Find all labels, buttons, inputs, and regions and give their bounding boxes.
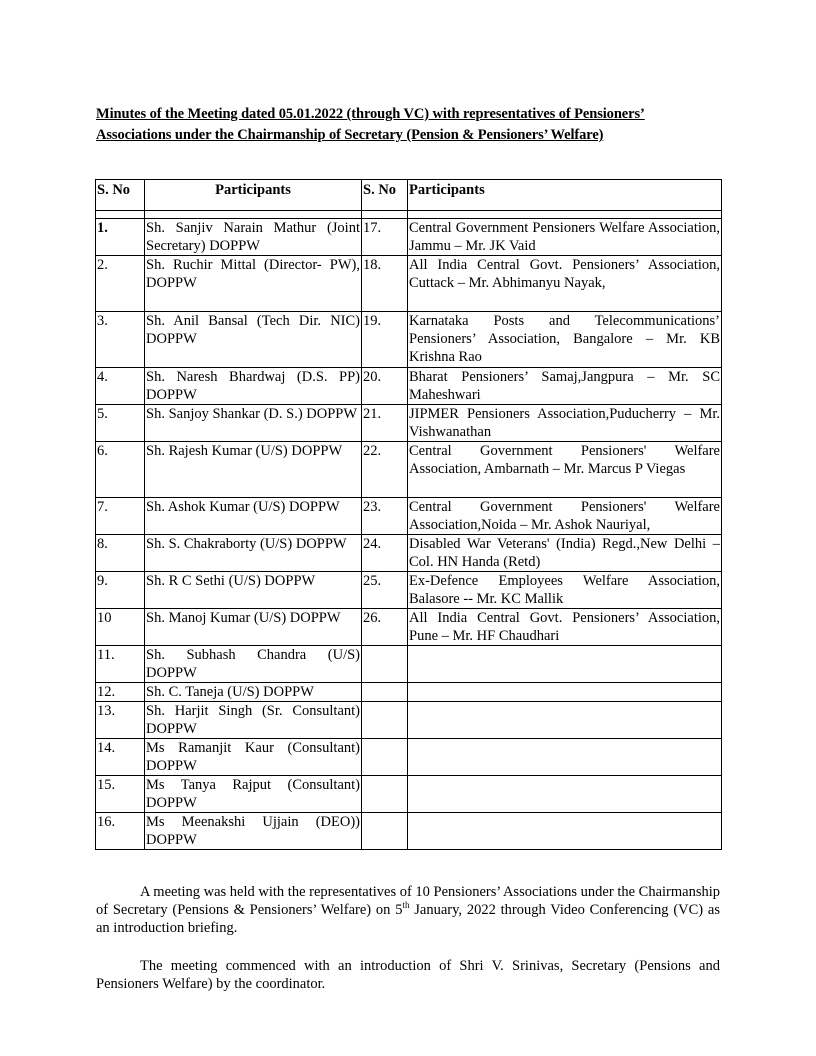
- participant-cell-right: [408, 813, 722, 850]
- participant-cell-left: Sh. S. Chakraborty (U/S) DOPPW: [145, 535, 362, 572]
- sno-cell-left: 11.: [96, 646, 145, 683]
- participant-cell-left: Sh. Subhash Chandra (U/S) DOPPW: [146, 647, 360, 681]
- sno-cell-right: [362, 776, 408, 813]
- table-row: [96, 405, 722, 442]
- table-row: [96, 739, 722, 776]
- participants-table: [95, 179, 722, 850]
- sno-cell-right: 17.: [362, 219, 408, 256]
- table-row: [96, 442, 722, 498]
- sno-cell-right: 25.: [362, 572, 408, 609]
- sno-cell-right: 18.: [362, 256, 408, 312]
- table-row: [96, 813, 722, 850]
- participant-cell-right: [408, 646, 722, 683]
- sno-cell-left: 14.: [96, 739, 145, 776]
- participant-cell-left: Ms Meenakshi Ujjain (DEO)) DOPPW: [146, 814, 360, 848]
- participant-cell-right: All India Central Govt. Pensioners’ Association, Pune – Mr. HF Chaudhari: [409, 610, 720, 644]
- document-title: [96, 104, 720, 146]
- paragraph-1: [96, 883, 720, 937]
- participant-cell-left: Sh. Sanjoy Shankar (D. S.) DOPPW: [145, 405, 362, 442]
- participant-cell-left: Sh. Rajesh Kumar (U/S) DOPPW: [145, 442, 362, 498]
- participant-cell-right: Central Government Pensioners' Welfare Association,Noida – Mr. Ashok Nauriyal,: [409, 499, 720, 533]
- participant-cell-left: Sh. Anil Bansal (Tech Dir. NIC) DOPPW: [145, 312, 362, 368]
- table-row: [96, 256, 722, 312]
- sno-cell-left: 8.: [96, 535, 145, 572]
- table-header-row: [96, 180, 722, 211]
- sno-cell-left: 5.: [96, 405, 145, 442]
- table-row: [96, 572, 722, 609]
- paragraph-1-text-a: A meeting was held with the representatives of 10 Pensioners’ Associations under the Chairmanship of Secretary (Pensions & Pensioners’ Welfare) on 5: [96, 884, 721, 918]
- table-row: [96, 368, 722, 405]
- table-row: [96, 219, 722, 256]
- table-row: [96, 312, 722, 368]
- sno-cell-right: [362, 739, 408, 776]
- sno-cell-left: 1.: [96, 219, 145, 256]
- participant-cell-right: Bharat Pensioners’ Samaj,Jangpura – Mr. SC Maheshwari: [409, 369, 720, 403]
- sno-cell-left: 10: [96, 609, 145, 646]
- sno-cell-right: 19.: [362, 312, 408, 368]
- participant-cell-left: Ms Ramanjit Kaur (Consultant) DOPPW: [146, 740, 360, 774]
- sno-cell-left: 7.: [96, 498, 145, 535]
- participant-cell-right: Karnataka Posts and Telecommunications’ Pensioners’ Association, Bangalore – Mr. KB Krishna Rao: [408, 312, 722, 368]
- participant-cell-left: Sh. Naresh Bhardwaj (D.S. PP) DOPPW: [146, 369, 360, 403]
- spacer-cell: [408, 211, 722, 219]
- sno-cell-right: 26.: [362, 609, 408, 646]
- paragraph-1-sup: th: [402, 900, 410, 911]
- participant-cell-left: Sh. Manoj Kumar (U/S) DOPPW: [145, 609, 362, 646]
- sno-cell-right: [362, 702, 408, 739]
- table-row: [96, 498, 722, 535]
- participant-cell-left: Sh. Ruchir Mittal (Director- PW), DOPPW: [145, 256, 362, 312]
- header-participants-right: Participants: [408, 180, 722, 211]
- sno-cell-left: 16.: [96, 813, 145, 850]
- sno-cell-left: 12.: [96, 683, 145, 702]
- sno-cell-right: [362, 813, 408, 850]
- sno-cell-right: [362, 683, 408, 702]
- sno-cell-left: 2.: [96, 256, 145, 312]
- sno-cell-right: 24.: [362, 535, 408, 572]
- table-row: [96, 683, 722, 702]
- sno-cell-left: 13.: [96, 702, 145, 739]
- title-line-2: Associations under the Chairmanship of Secretary (Pension & Pensioners’ Welfare): [96, 127, 604, 143]
- participant-cell-right: Central Government Pensioners Welfare Association, Jammu – Mr. JK Vaid: [409, 220, 720, 254]
- sno-cell-left: 15.: [96, 776, 145, 813]
- sno-cell-left: 9.: [96, 572, 145, 609]
- paragraph-1-text-b: January, 2022 through Video Conferencing (VC) as an introduction briefing.: [96, 902, 720, 936]
- participant-cell-left: Sh. Sanjiv Narain Mathur (Joint Secretary) DOPPW: [146, 220, 360, 254]
- header-sno-right: S. No: [362, 180, 408, 211]
- sno-cell-right: 21.: [362, 405, 408, 442]
- title-line-1: Minutes of the Meeting dated 05.01.2022 (through VC) with representatives of Pensioners’: [96, 106, 645, 122]
- sno-cell-right: 22.: [362, 442, 408, 498]
- participant-cell-right: Ex-Defence Employees Welfare Association, Balasore -- Mr. KC Mallik: [409, 573, 720, 607]
- participant-cell-right: [408, 739, 722, 776]
- participant-cell-right: [408, 776, 722, 813]
- spacer-cell: [362, 211, 408, 219]
- participant-cell-left: Sh. C. Taneja (U/S) DOPPW: [145, 683, 362, 702]
- paragraph-2-text: The meeting commenced with an introduction of Shri V. Srinivas, Secretary (Pensions and Pensioners Welfare) by the coordinator.: [96, 958, 720, 992]
- header-sno-left: S. No: [96, 180, 145, 211]
- participant-cell-left: Sh. R C Sethi (U/S) DOPPW: [145, 572, 362, 609]
- spacer-cell: [145, 211, 362, 219]
- sno-cell-right: 20.: [362, 368, 408, 405]
- table-row: [96, 609, 722, 646]
- participant-cell-right: Disabled War Veterans' (India) Regd.,New Delhi – Col. HN Handa (Retd): [409, 536, 720, 570]
- table-body: [96, 211, 722, 850]
- participant-cell-left: Sh. Harjit Singh (Sr. Consultant) DOPPW: [146, 703, 360, 737]
- participant-cell-right: All India Central Govt. Pensioners’ Association, Cuttack – Mr. Abhimanyu Nayak,: [408, 256, 722, 312]
- table-row: [96, 776, 722, 813]
- sno-cell-left: 6.: [96, 442, 145, 498]
- table-row: [96, 702, 722, 739]
- participant-cell-left: Sh. Ashok Kumar (U/S) DOPPW: [145, 498, 362, 535]
- header-participants-left: Participants: [145, 180, 362, 211]
- spacer-cell: [96, 211, 145, 219]
- participant-cell-right: Central Government Pensioners' Welfare Association, Ambarnath – Mr. Marcus P Viegas: [408, 442, 722, 498]
- table-row: [96, 646, 722, 683]
- paragraph-2: [96, 957, 720, 993]
- participant-cell-right: JIPMER Pensioners Association,Puducherry – Mr. Vishwanathan: [409, 406, 720, 440]
- table-row: [96, 535, 722, 572]
- participant-cell-left: Ms Tanya Rajput (Consultant) DOPPW: [146, 777, 360, 811]
- participant-cell-right: [408, 702, 722, 739]
- sno-cell-right: 23.: [362, 498, 408, 535]
- sno-cell-left: 4.: [96, 368, 145, 405]
- participant-cell-right: [408, 683, 722, 702]
- table-spacer-row: [96, 211, 722, 219]
- sno-cell-left: 3.: [96, 312, 145, 368]
- sno-cell-right: [362, 646, 408, 683]
